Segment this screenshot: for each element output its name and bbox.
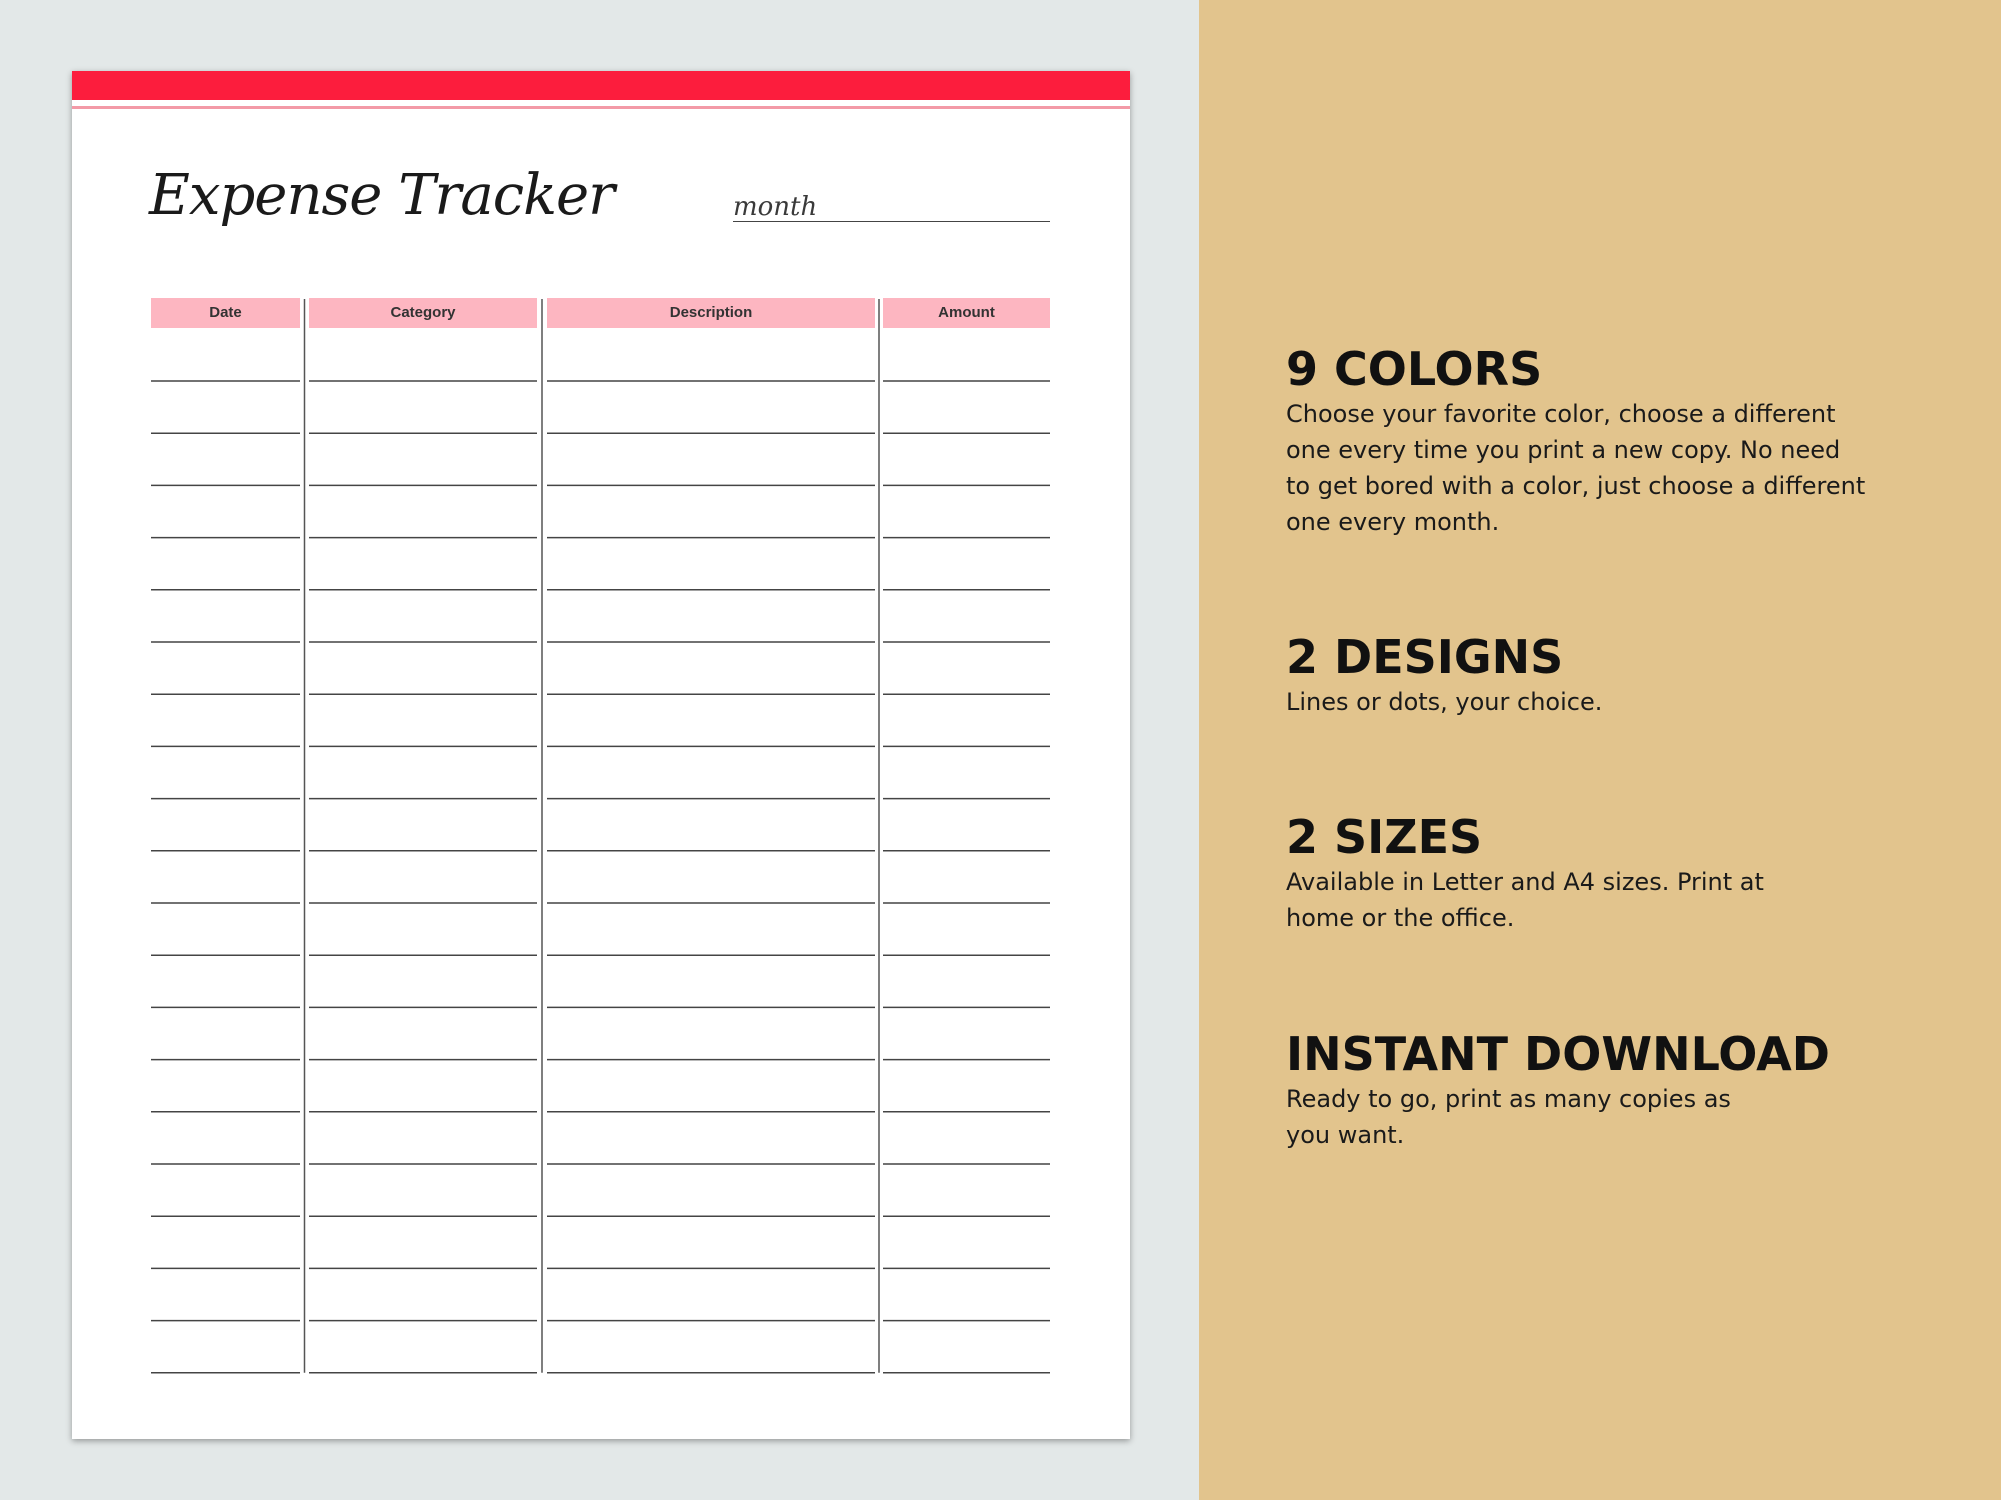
expense-tracker-sheet: [72, 71, 1130, 1439]
feature-designs: [1286, 630, 1926, 720]
feature-download: [1286, 1027, 1926, 1153]
feature-line: Choose your favorite color, choose a different: [1286, 400, 1836, 428]
column-header-description: Description: [547, 298, 875, 328]
feature-line: home or the office.: [1286, 904, 1515, 932]
feature-heading-download: INSTANT DOWNLOAD: [1286, 1027, 1830, 1081]
right-background: [1199, 0, 2001, 1500]
column-header-category: Category: [309, 298, 537, 328]
feature-line: Available in Letter and A4 sizes. Print at: [1286, 868, 1764, 896]
feature-line: Lines or dots, your choice.: [1286, 688, 1603, 716]
sheet-title: Expense Tracker: [149, 163, 614, 228]
feature-heading-sizes: 2 SIZES: [1286, 810, 1483, 864]
feature-sizes: [1286, 810, 1926, 936]
feature-line: to get bored with a color, just choose a different: [1286, 472, 1866, 500]
column-header-date: Date: [151, 298, 300, 328]
feature-line: one every time you print a new copy. No need: [1286, 436, 1841, 464]
feature-heading-colors: 9 COLORS: [1286, 342, 1543, 396]
feature-line: you want.: [1286, 1121, 1405, 1149]
feature-heading-designs: 2 DESIGNS: [1286, 630, 1564, 684]
column-header-amount: Amount: [883, 298, 1050, 328]
table-grid: [72, 71, 1130, 1439]
feature-colors: [1286, 342, 1926, 540]
month-label: month: [733, 192, 818, 222]
feature-line: one every month.: [1286, 508, 1500, 536]
feature-line: Ready to go, print as many copies as: [1286, 1085, 1731, 1113]
